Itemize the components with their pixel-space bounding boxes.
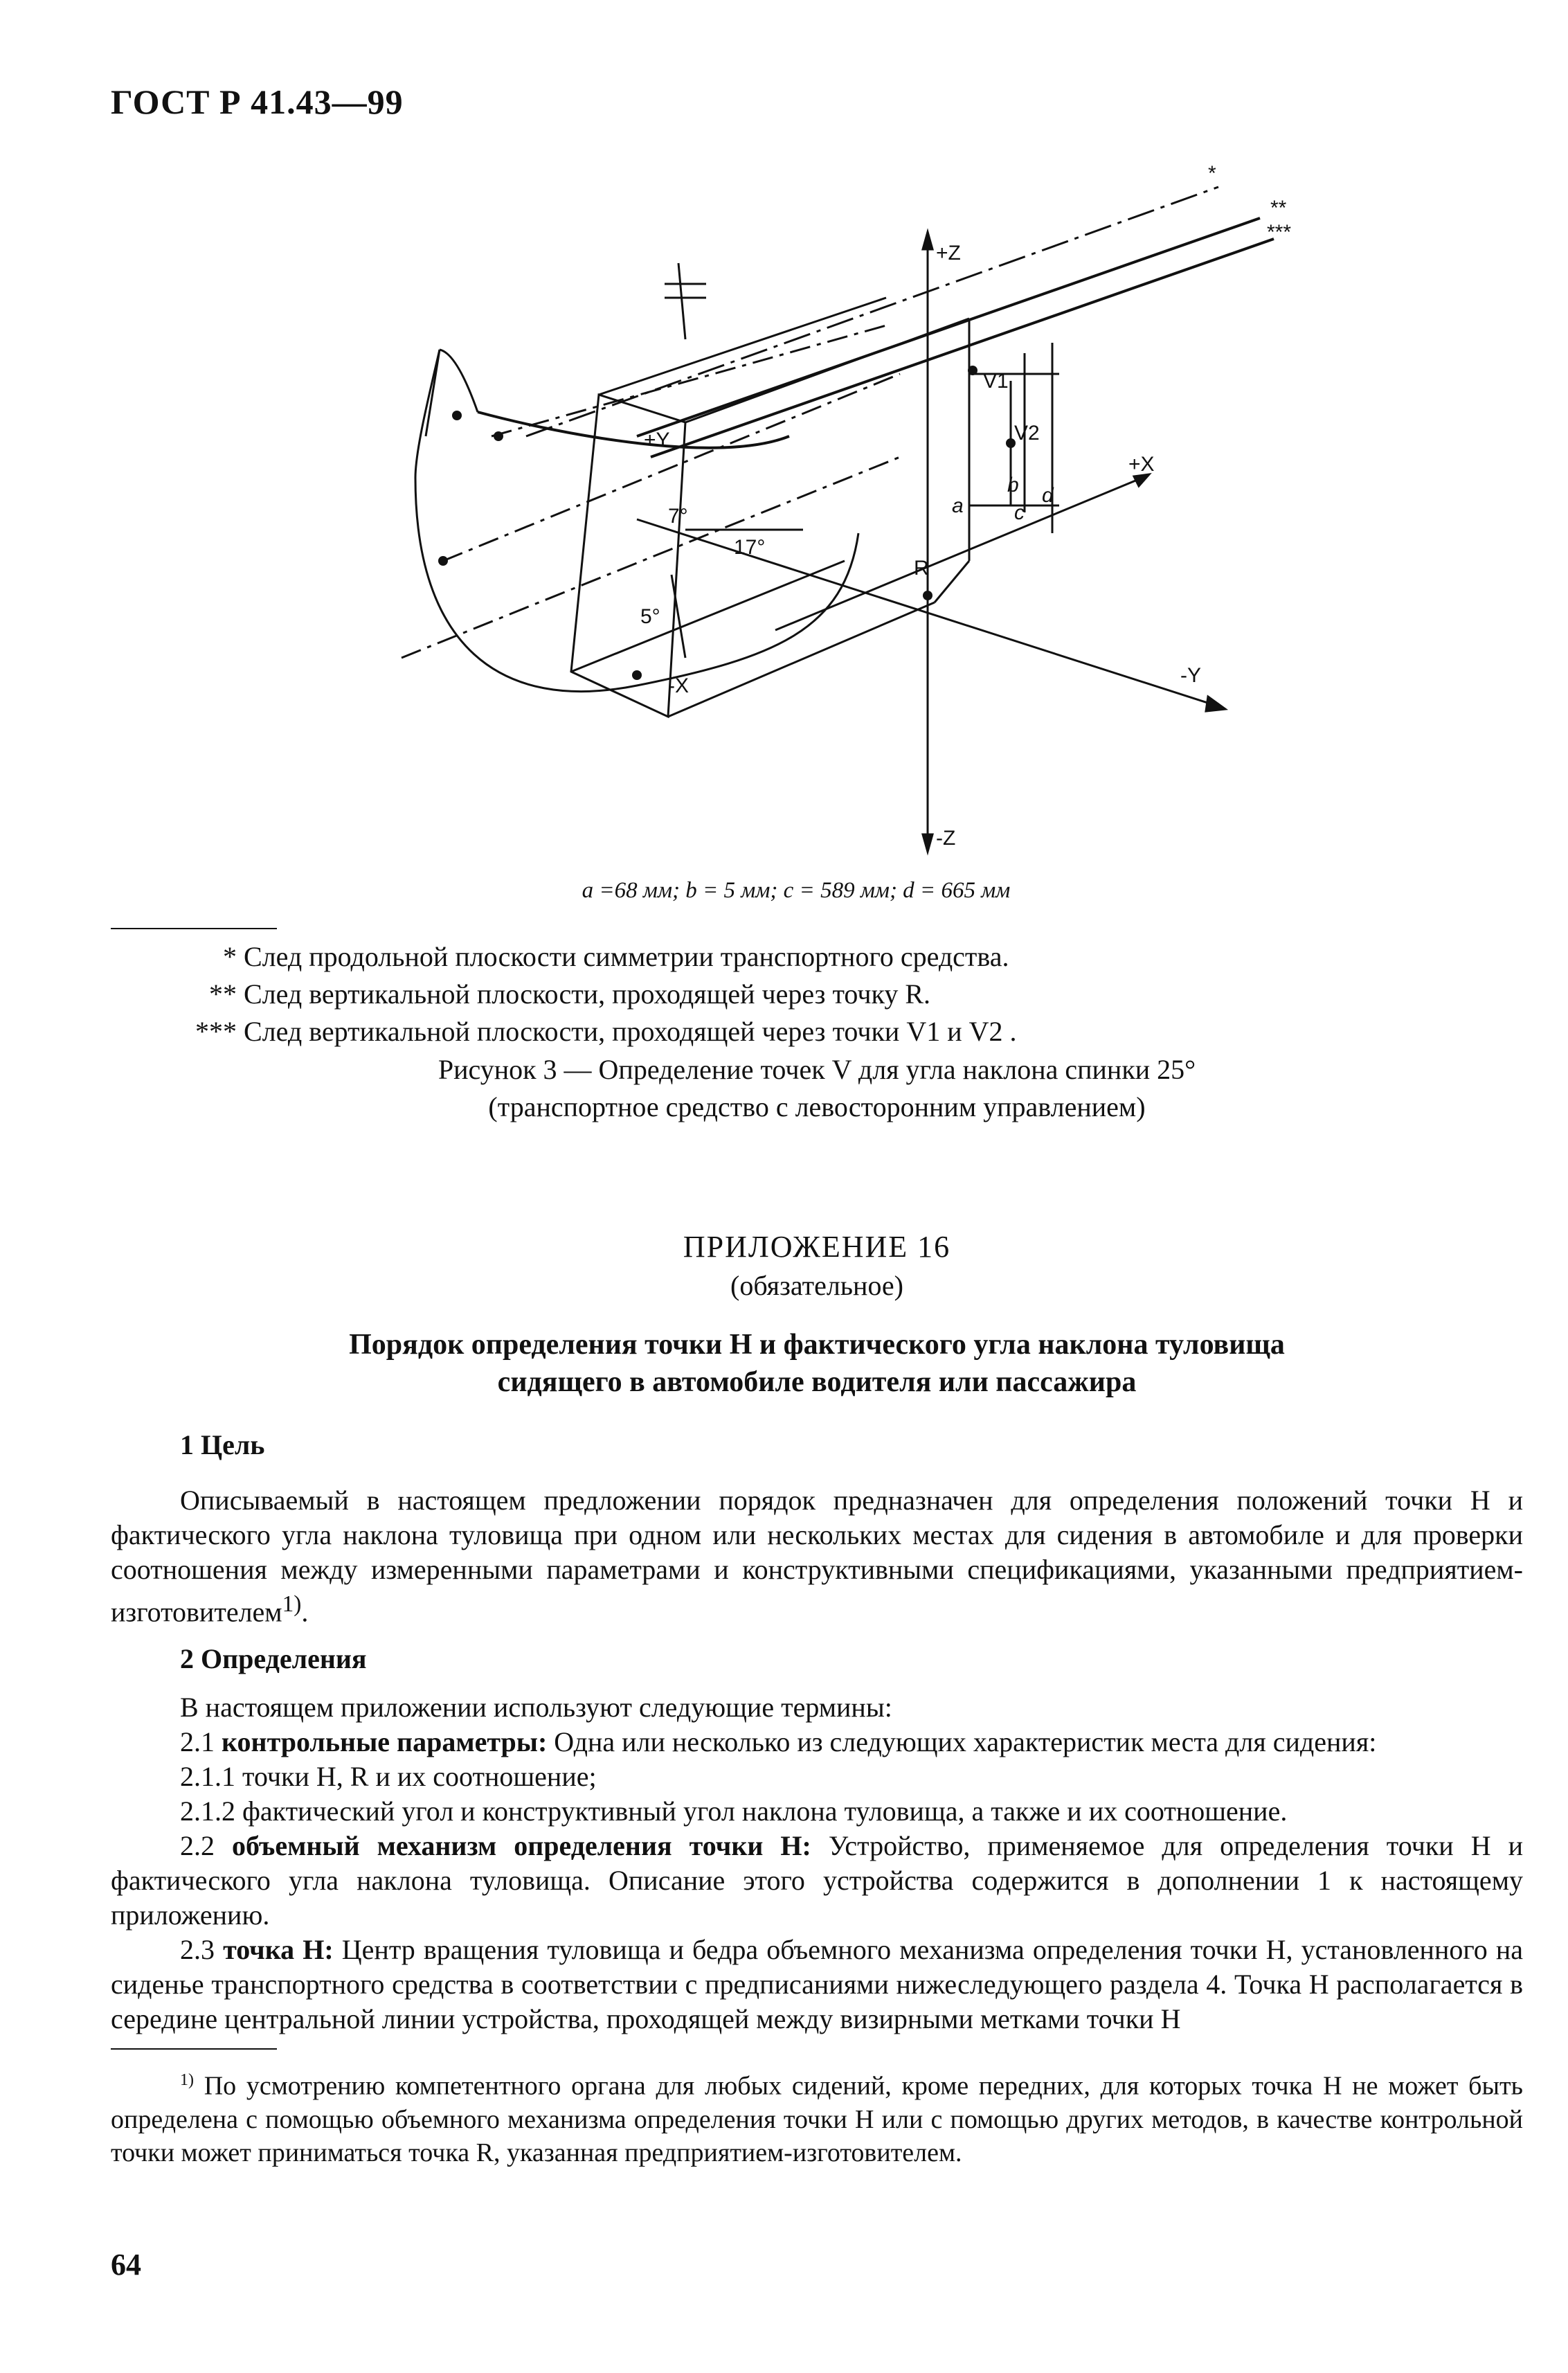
section-2-intro: В настоящем приложении используют следующие термины: — [180, 1692, 892, 1723]
caption-line-2: (транспортное средство с левосторонним управлением) — [488, 1091, 1146, 1122]
label-minus-z: -Z — [936, 827, 956, 850]
appendix-number: ПРИЛОЖЕНИЕ 16 — [683, 1230, 951, 1264]
footnote: $^{1)}$ По усмотрению компетентного органа для любых сидений, кроме передних, для которых точка H не может быть определена с помощью объемного механизма определения точки H или с помощью других методов, в качестве контрольной точки может приниматься точка R, указанная предприятием-изготовителем. — [111, 2071, 1523, 2167]
label-d: d — [1042, 484, 1054, 507]
section-2-1: 2.1 контрольные параметры: Одна или несколько из следующих характеристик места для сидения: — [180, 1726, 1377, 1758]
figure-dimensions: a =68 мм; b = 5 мм; c = 589 мм; d = 665 мм — [582, 878, 1011, 903]
appendix-title — [388, 1228, 1246, 1305]
appendix-status: (обязательное) — [730, 1270, 903, 1301]
section-2-1-2: 2.1.2 фактический угол и конструктивный угол наклона туловища, а также и их соотношение. — [180, 1796, 1288, 1827]
label-star1: * — [1208, 162, 1216, 185]
point-v1 — [968, 366, 977, 375]
figure-3-drawing — [360, 145, 1329, 859]
label-plus-z: +Z — [936, 242, 961, 265]
symmetry-trace — [526, 187, 1218, 436]
label-angle-17: 17° — [734, 536, 766, 559]
figure-caption — [388, 1051, 1246, 1126]
point-r — [923, 591, 932, 600]
label-angle-5: 5° — [640, 605, 660, 628]
section-2-3: 2.3 точка H: Центр вращения туловища и бедра объемного механизма определения точки H, установленного на сиденье транспортного средства в соответствии с предписаниями нижеследующего раздела 4. Точка H располагается в середине центральной линии устройства, проходящей между визирными метками точки H — [111, 1934, 1524, 2035]
label-minus-y: -Y — [1180, 664, 1201, 687]
figure-note: ** След вертикальной плоскости, проходящей через точку R. — [209, 978, 931, 1010]
point-dot — [632, 670, 642, 680]
seat-back-contour — [415, 350, 858, 692]
section-1-text: Описываемый в настоящем предложении порядок предназначен для определения положений точки H и фактического угла наклона туловища при одном или нескольких местах для сидения в автомобиле и для проверки соотношения между измеренными параметрами и конструктивными спецификациями, указанными предприятием-изготовителем$^{1)}$. — [111, 1485, 1523, 1628]
document-code: ГОСТ Р 41.43—99 — [111, 82, 404, 121]
label-angle-7: 7° — [668, 505, 688, 528]
section-1-title: 1 Цель — [180, 1429, 265, 1460]
label-a: a — [952, 494, 964, 517]
label-star2: ** — [1270, 197, 1287, 220]
label-c: c — [1014, 501, 1025, 524]
label-v2: V2 — [1014, 422, 1040, 445]
figure-notes-rule — [111, 928, 277, 929]
caption-line-1: Рисунок 3 — Определение точек V для угла наклона спинки 25° — [438, 1054, 1196, 1085]
appendix-heading — [180, 1326, 1454, 1401]
section-2-1-1: 2.1.1 точки H, R и их соотношение; — [180, 1761, 597, 1793]
label-v1: V1 — [983, 370, 1009, 393]
point-dot — [438, 556, 448, 566]
section-2-title: 2 Определения — [180, 1643, 367, 1675]
label-b: b — [1007, 474, 1019, 496]
label-minus-x: -X — [668, 674, 689, 697]
page-number: 64 — [111, 2248, 141, 2282]
figure-note: * След продольной плоскости симметрии транспортного средства. — [223, 941, 1009, 972]
section-2-2: 2.2 объемный механизм определения точки H: Устройство, применяемое для определения точки H и фактического угла наклона туловища. Описание этого устройства содержится в дополнении 1 к настоящему приложению. — [111, 1830, 1523, 1931]
label-plus-x: +X — [1128, 453, 1155, 476]
label-r: R — [914, 557, 929, 580]
seat-geometry-diagram — [360, 145, 1329, 859]
heading-line-1: Порядок определения точки H и фактического угла наклона туловища — [349, 1329, 1285, 1361]
document-body — [111, 1428, 1523, 2036]
vertical-plane-v — [651, 239, 1274, 457]
figure-notes — [194, 938, 1301, 1050]
point-dot — [452, 411, 462, 420]
footnote-rule — [111, 2048, 277, 2050]
point-dot — [494, 431, 503, 441]
heading-line-2: сидящего в автомобиле водителя или пассажира — [497, 1366, 1137, 1398]
label-plus-y: +Y — [644, 429, 670, 451]
figure-note: *** След вертикальной плоскости, проходящей через точки V1 и V2 . — [195, 1016, 1017, 1047]
label-star3: *** — [1267, 221, 1292, 244]
